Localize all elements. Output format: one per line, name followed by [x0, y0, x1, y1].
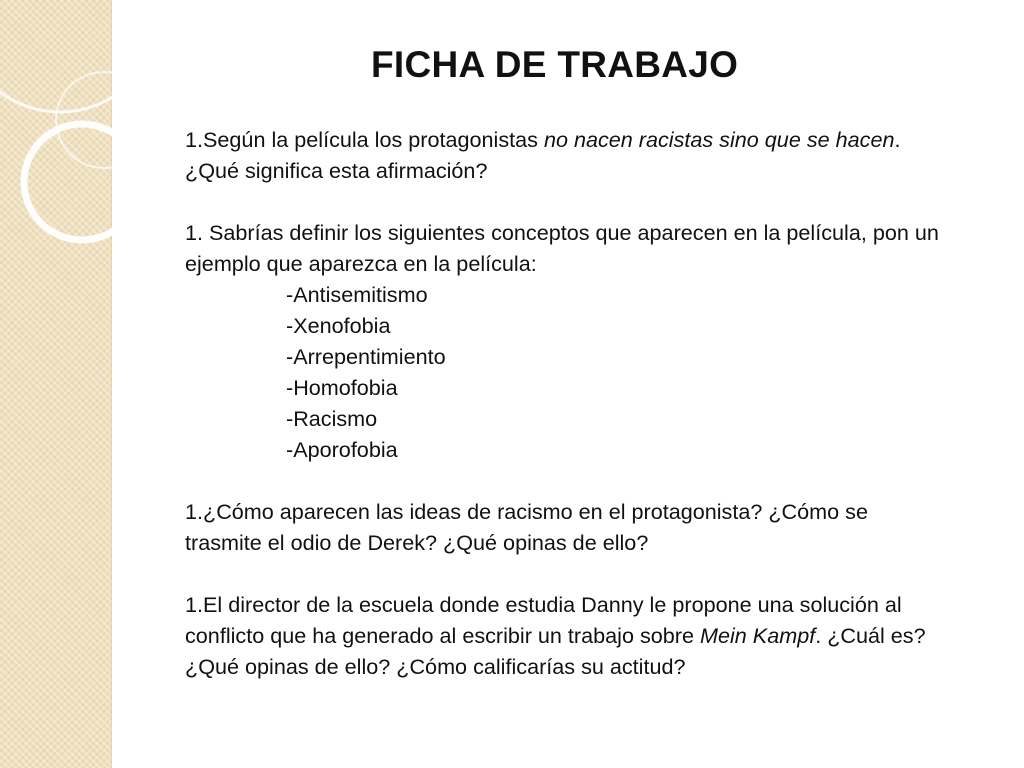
concept-item: -Aporofobia	[286, 437, 398, 462]
question-4-text-start: 1.El director de la escuela donde estudia Danny le propone una solución al conflicto que ha generado al escribir un trabajo sobre	[185, 592, 902, 648]
concept-item: -Racismo	[286, 406, 378, 431]
concept-item: -Xenofobia	[286, 313, 391, 338]
question-1	[185, 124, 945, 186]
decorative-rings	[0, 0, 112, 768]
concepts-list	[185, 279, 945, 465]
question-4	[185, 589, 945, 682]
question-2: 1. Sabrías definir los siguientes conceptos que aparecen en la película, pon un ejemplo que aparezca en la película:	[185, 220, 939, 276]
question-1-italic-phrase: no nacen racistas sino que se hacen	[543, 127, 895, 152]
page-title: FICHA DE TRABAJO	[371, 44, 739, 85]
question-1-text-start: 1.Según la película los protagonistas	[185, 127, 544, 152]
concept-item: -Homofobia	[286, 375, 398, 400]
question-4-book-title: Mein Kampf	[699, 623, 816, 648]
question-3: 1.¿Cómo aparecen las ideas de racismo en el protagonista? ¿Cómo se trasmite el odio de Derek? ¿Qué opinas de ello?	[185, 499, 868, 555]
question-1-text-end: . ¿Qué significa esta afirmación?	[185, 127, 901, 183]
question-4-text-end: . ¿Cuál es? ¿Qué opinas de ello? ¿Cómo calificarías su actitud?	[185, 623, 926, 679]
worksheet-body	[185, 124, 945, 713]
concept-item: -Arrepentimiento	[286, 344, 446, 369]
concept-item: -Antisemitismo	[286, 282, 428, 307]
